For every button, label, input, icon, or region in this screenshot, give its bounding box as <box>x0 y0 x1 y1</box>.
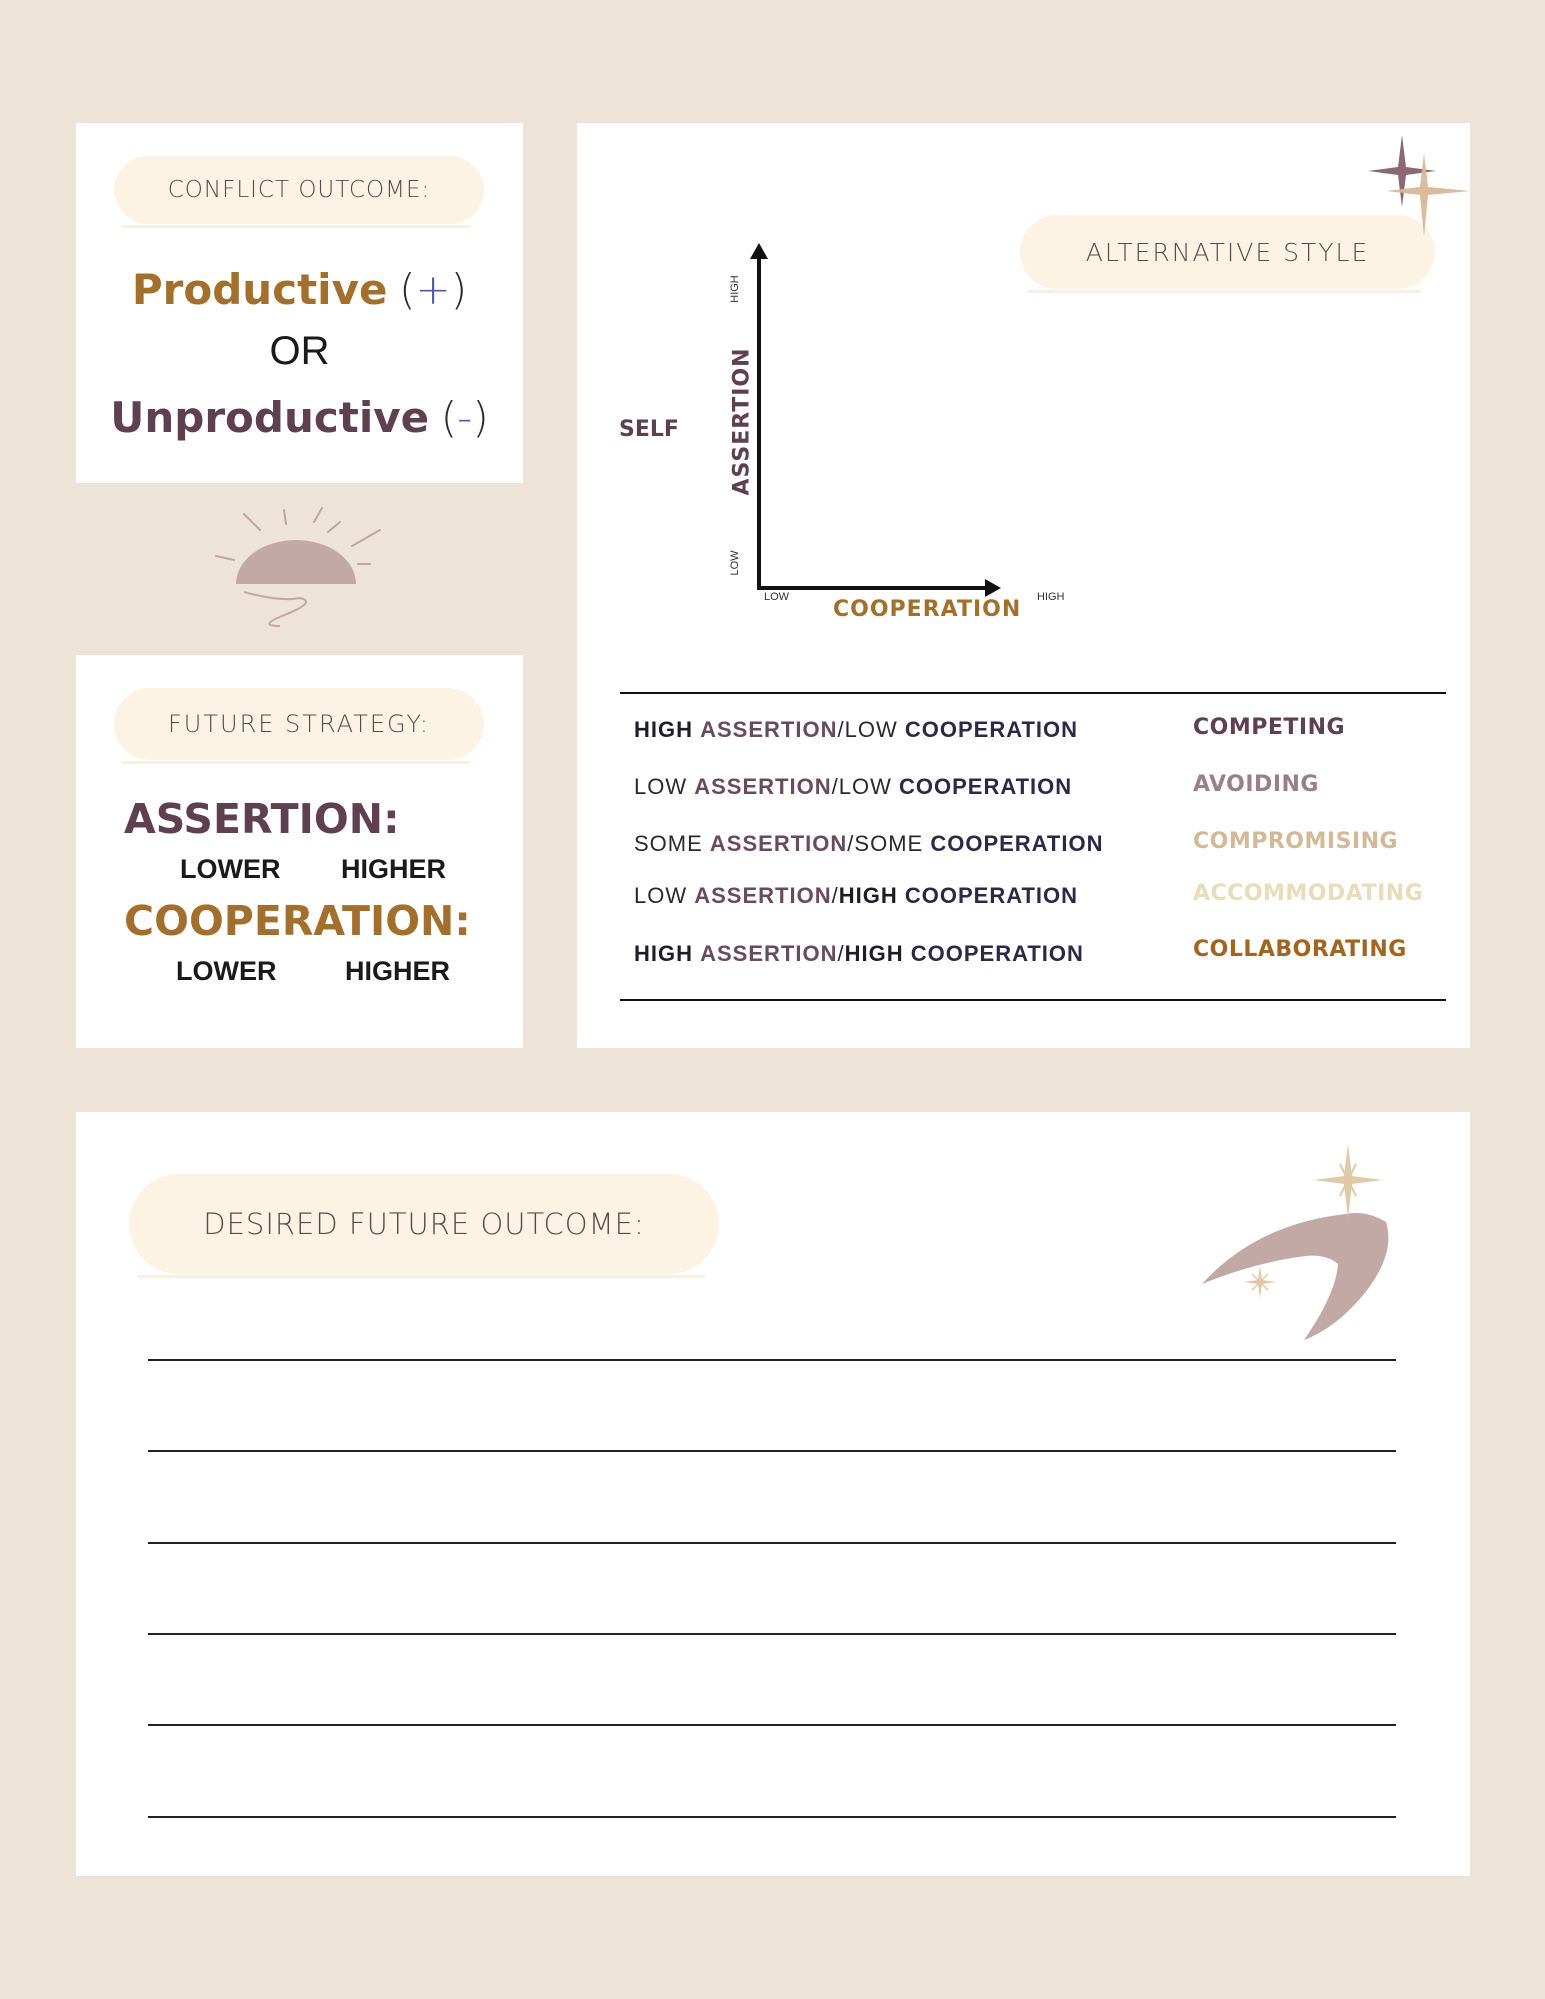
desired-outcome-title: DESIRED FUTURE OUTCOME: <box>129 1174 719 1274</box>
conflict-outcome-title: CONFLICT OUTCOME: <box>114 156 484 224</box>
row-cooperation-word: COOPERATION <box>904 717 1079 742</box>
x-axis-title: COOPERATION <box>833 597 1022 622</box>
future-strategy-title: FUTURE STRATEGY: <box>114 688 484 760</box>
assertion-lower-option[interactable]: LOWER <box>180 854 281 884</box>
row-separator: / <box>837 717 845 742</box>
row-cooperation-word: COOPERATION <box>930 831 1104 856</box>
or-text: OR <box>269 329 330 373</box>
row-c-level: SOME <box>854 831 924 856</box>
row-cooperation-word: COOPERATION <box>910 941 1084 966</box>
row-assertion-word: ASSERTION <box>694 883 832 908</box>
x-high-label: HIGH <box>1037 591 1065 603</box>
y-high-label: HIGH <box>729 275 741 303</box>
future-strategy-card <box>76 655 523 1048</box>
row-c-level: HIGH <box>838 883 898 908</box>
assertion-heading: ASSERTION: <box>124 795 400 843</box>
cooperation-heading: COOPERATION: <box>124 897 471 945</box>
writing-line[interactable] <box>148 1633 1396 1635</box>
row-separator: / <box>837 941 845 966</box>
productive-line <box>76 265 523 314</box>
table-top-rule <box>620 692 1446 694</box>
assertion-higher-option[interactable]: HIGHER <box>341 854 447 884</box>
y-axis-title: ASSERTION <box>729 347 755 496</box>
style-name-compromising: COMPROMISING <box>1193 829 1399 854</box>
negative-sign: (-) <box>440 393 489 442</box>
row-separator: / <box>831 774 839 799</box>
row-assertion-word: ASSERTION <box>700 941 838 966</box>
conflict-outcome-card <box>76 123 523 483</box>
writing-line[interactable] <box>148 1542 1396 1544</box>
style-name-avoiding: AVOIDING <box>1193 772 1319 797</box>
row-a-level: SOME <box>634 831 703 856</box>
row-a-level: LOW <box>634 883 688 908</box>
row-separator: / <box>831 883 839 908</box>
cooperation-lower-option[interactable]: LOWER <box>176 956 277 986</box>
row-separator: / <box>847 831 855 856</box>
row-c-level: HIGH <box>844 941 904 966</box>
row-a-level: HIGH <box>634 717 693 742</box>
style-name-competing: COMPETING <box>1193 715 1346 740</box>
style-row-description <box>634 941 1084 967</box>
sun-icon <box>210 498 390 638</box>
boomerang-icon <box>1196 1144 1406 1344</box>
style-name-accommodating: ACCOMMODATING <box>1193 881 1424 906</box>
positive-sign: (+) <box>399 265 468 314</box>
unproductive-text: Unproductive <box>110 393 430 442</box>
row-assertion-word: ASSERTION <box>700 717 838 742</box>
row-a-level: HIGH <box>634 941 693 966</box>
row-c-level: LOW <box>844 717 898 742</box>
writing-line[interactable] <box>148 1724 1396 1726</box>
productive-text: Productive <box>131 265 388 314</box>
style-row-description <box>634 883 1078 909</box>
writing-line[interactable] <box>148 1450 1396 1452</box>
row-cooperation-word: COOPERATION <box>904 883 1079 908</box>
self-label: SELF <box>619 417 679 442</box>
row-assertion-word: ASSERTION <box>694 774 832 799</box>
row-c-level: LOW <box>838 774 892 799</box>
table-bottom-rule <box>620 999 1446 1001</box>
style-name-collaborating: COLLABORATING <box>1193 937 1407 962</box>
alternative-style-card <box>577 123 1470 1048</box>
sparkle-icon <box>1362 135 1472 245</box>
writing-line[interactable] <box>148 1359 1396 1361</box>
style-row-description <box>634 717 1078 743</box>
assertion-cooperation-axes <box>737 243 1007 603</box>
row-assertion-word: ASSERTION <box>709 831 848 856</box>
cooperation-higher-option[interactable]: HIGHER <box>345 956 451 986</box>
unproductive-line <box>76 393 523 442</box>
desired-outcome-card <box>76 1112 1470 1876</box>
style-row-description <box>634 774 1072 800</box>
row-cooperation-word: COOPERATION <box>898 774 1073 799</box>
x-low-label: LOW <box>764 591 790 603</box>
y-low-label: LOW <box>729 550 741 576</box>
style-row-description <box>634 831 1103 857</box>
writing-line[interactable] <box>148 1816 1396 1818</box>
row-a-level: LOW <box>634 774 688 799</box>
alternative-style-title: ALTERNATIVE STYLE <box>1020 215 1435 289</box>
